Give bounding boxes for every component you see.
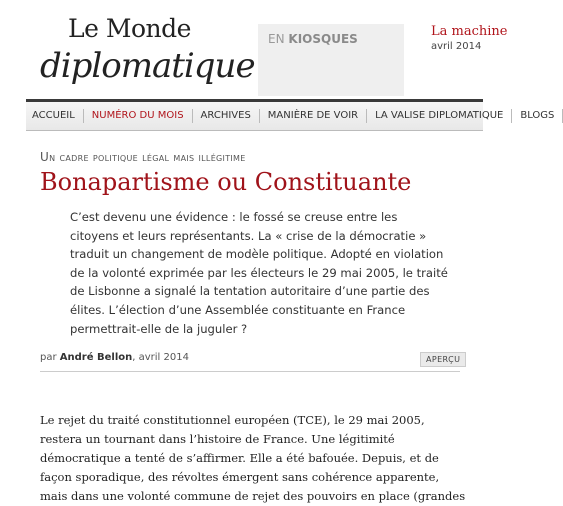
lead-line: C’est devenu une évidence : le fossé se creuse entre les [70,210,398,224]
article-kicker: Un cadre politique légal mais illégitime [40,150,246,164]
article-title: Bonapartisme ou Constituante [40,168,412,196]
body-line: Le rejet du traité constitutionnel européen (TCE), le 29 mai 2005, [40,413,425,427]
en-kiosques-box[interactable] [258,24,404,96]
body-line: mais dans une volonté commune de rejet des pouvoirs en place (grandes [40,489,466,503]
author-link[interactable]: André Bellon [59,352,133,363]
logo-line-2: diplomatique [40,46,255,86]
divider [40,371,460,372]
logo-line-1: Le Monde [68,14,191,43]
nav-item-blogs[interactable]: BLOGS [512,109,563,123]
en-kiosques-label: EN KIOSQUES [268,32,358,46]
nav-item-maniere-de-voir[interactable]: MANIÈRE DE VOIR [260,109,367,123]
lead-line: permettrait-elle de la juguler ? [70,321,248,336]
lead-line: citoyens et leurs représentants. La « crise de la démocratie » [70,228,427,243]
site-logo[interactable] [40,14,255,86]
body-line: restera un tournant dans l’histoire de France. Une légitimité [40,432,395,446]
lead-line: traduit un changement de modèle politique. Adopté en violation [70,247,444,262]
issue-promo-title: La machine [431,24,508,39]
byline-prefix: par [40,352,57,363]
issue-promo-date: avril 2014 [431,41,482,52]
body-line: façon sporadique, des révoltes émergent sans cohérence apparente, [40,470,440,484]
main-nav [26,99,555,131]
nav-item-accueil[interactable]: ACCUEIL [26,109,84,123]
lead-line: de Lisbonne a signalé la tentation autoritaire d’une partie des [70,284,430,299]
nav-item-archives[interactable]: ARCHIVES [193,109,260,123]
issue-promo[interactable] [431,24,507,52]
byline-date: , avril 2014 [132,352,189,363]
nav-item-valise-diplomatique[interactable]: LA VALISE DIPLOMATIQUE [367,109,512,123]
article-byline [40,352,189,363]
nav-item-numero-du-mois[interactable]: NUMÉRO DU MOIS [84,109,193,123]
lead-line: élites. L’élection d’une Assemblée constituante en France [70,302,406,317]
apercu-badge: APERÇU [420,352,466,367]
article-body [40,411,466,506]
body-line: démocratique a tenté de s’affirmer. Elle a été bafouée. Depuis, et de [40,451,439,465]
lead-line: de la volonté exprimée par les électeurs le 29 mai 2005, le traité [70,265,448,280]
article-lead [70,208,454,338]
